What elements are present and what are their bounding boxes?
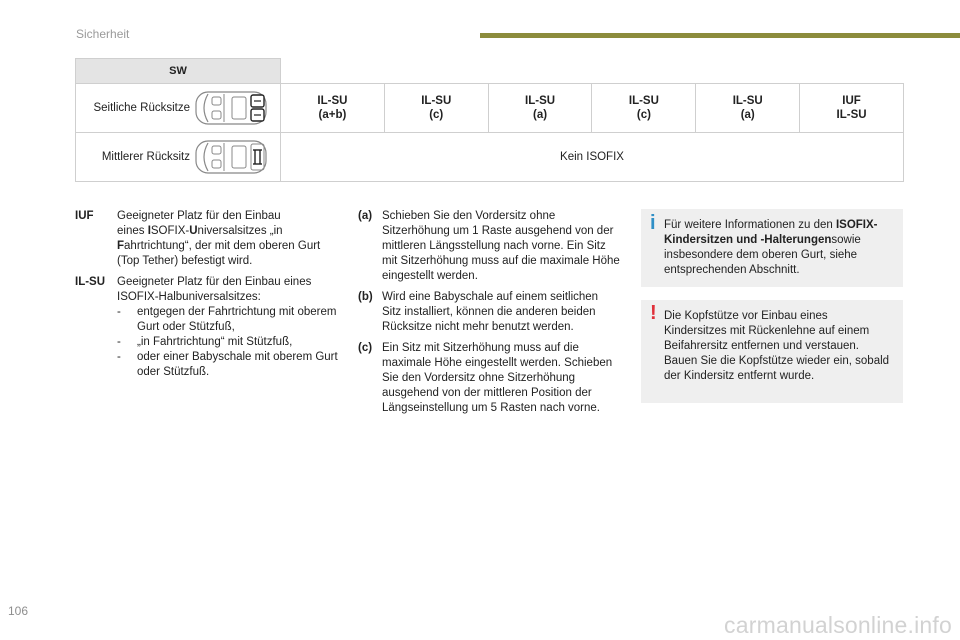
cell-4: IL-SU (c) (592, 84, 696, 133)
definitions-column (75, 209, 341, 386)
info-note: i Für weitere Informationen zu den ISOFIX-Kindersitzen und -Halterungensowie insbesondere dem oberen Gurt, siehe entsprechenden Abschnitt. (641, 209, 903, 287)
info-icon: i (650, 212, 656, 234)
row-label: Seitliche Rücksitze (93, 102, 190, 114)
row-label-cell (76, 84, 281, 133)
definition-iuf: IUF Geeigneter Platz für den Einbau eines ISOFIX-Universalsitzes „in Fahrtrichtung“, der mit dem oberen Gurt (Top Tether) befestigt wird. (75, 210, 321, 267)
list-item: - entgegen der Fahrtrichtung mit oberem Gurt oder Stützfuß, (117, 305, 341, 335)
watermark: carmanualsonline.info (724, 612, 952, 638)
cell-5: IL-SU (a) (696, 84, 800, 133)
list-item: - „in Fahrtrichtung“ mit Stützfuß, (117, 335, 341, 350)
footnotes-column (358, 209, 620, 422)
warning-note: ! Die Kopfstütze vor Einbau eines Kindersitzes mit Rückenlehne auf einem Beifahrersitz entfernen und verstauen. Bauen Sie die Kopfstütze wieder ein, sobald der Kindersitz entfernt wurde. (641, 300, 903, 403)
table-header-sw: SW (76, 59, 281, 84)
row-label-cell (76, 133, 281, 182)
cell-6: IUF IL-SU (800, 84, 904, 133)
section-title: Sicherheit (76, 27, 130, 41)
footnote-a: (a) Schieben Sie den Vordersitz ohne Sitzerhöhung um 1 Raste ausgehend von der mittleren Längsstellung nach vorne. Ein Sitz mit Sitzerhöhung muss auf die maximale Höhe eingestellt werden. (358, 210, 620, 282)
car-seat-middle-icon (194, 137, 272, 177)
table-row (76, 133, 904, 182)
list-item: - oder einer Babyschale mit oberem Gurt oder Stützfuß. (117, 350, 341, 380)
row-label: Mittlerer Rücksitz (101, 151, 190, 163)
page-number: 106 (8, 604, 29, 618)
footnote-b: (b) Wird eine Babyschale auf einem seitlichen Sitz installiert, können die anderen beiden Rücksitze nicht mehr benutzt werden. (358, 291, 599, 333)
cell-2: IL-SU (c) (384, 84, 488, 133)
isofix-table (75, 58, 904, 182)
cell-1: IL-SU (a+b) (281, 84, 385, 133)
table-header-empty (281, 59, 904, 84)
warning-icon: ! (650, 302, 657, 324)
definition-ilsu: IL-SU Geeigneter Platz für den Einbau eines ISOFIX-Halbuniversalsitzes: - entgegen der Fahrtrichtung mit oberem Gurt oder Stützfuß, - „in Fahrtrichtung“ mit Stützfuß, - oder einer Babyschale mit oberem Gurt oder Stützfuß. (75, 275, 341, 380)
table-row (76, 84, 904, 133)
header-accent-bar (480, 33, 960, 38)
no-isofix-cell: Kein ISOFIX (281, 133, 904, 182)
cell-3: IL-SU (a) (488, 84, 592, 133)
footnote-c: (c) Ein Sitz mit Sitzerhöhung muss auf die maximale Höhe eingestellt werden. Schieben Sie den Vordersitz ohne Sitzerhöhung ausgehend von der mittleren Position der Längseinstellung um 5 Rasten nach vorne. (358, 342, 613, 414)
car-seat-side-icon (194, 88, 272, 128)
